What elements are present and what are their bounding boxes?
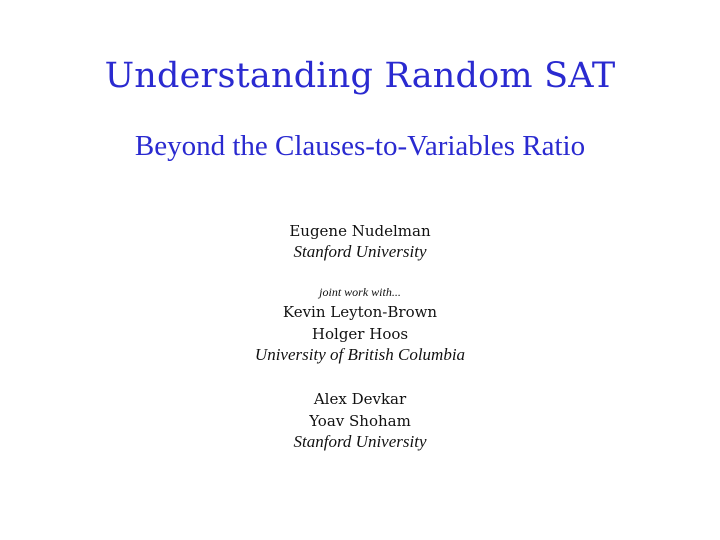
- coauthor-name: Holger Hoos: [311, 325, 409, 343]
- slide-subtitle: Beyond the Clauses-to-Variables Ratio: [134, 130, 586, 162]
- coauthor-name: Alex Devkar: [313, 390, 407, 408]
- coauthor-name: Kevin Leyton-Brown: [282, 303, 438, 321]
- coauthor-affiliation-stanford: Stanford University: [293, 432, 427, 451]
- author-affiliation: Stanford University: [293, 242, 427, 261]
- coauthor-affiliation-ubc: University of British Columbia: [254, 345, 466, 364]
- joint-work-note: joint work with...: [319, 285, 401, 299]
- slide-title: Understanding Random SAT: [104, 56, 616, 96]
- author-name: Eugene Nudelman: [289, 222, 431, 240]
- coauthor-name: Yoav Shoham: [309, 412, 411, 430]
